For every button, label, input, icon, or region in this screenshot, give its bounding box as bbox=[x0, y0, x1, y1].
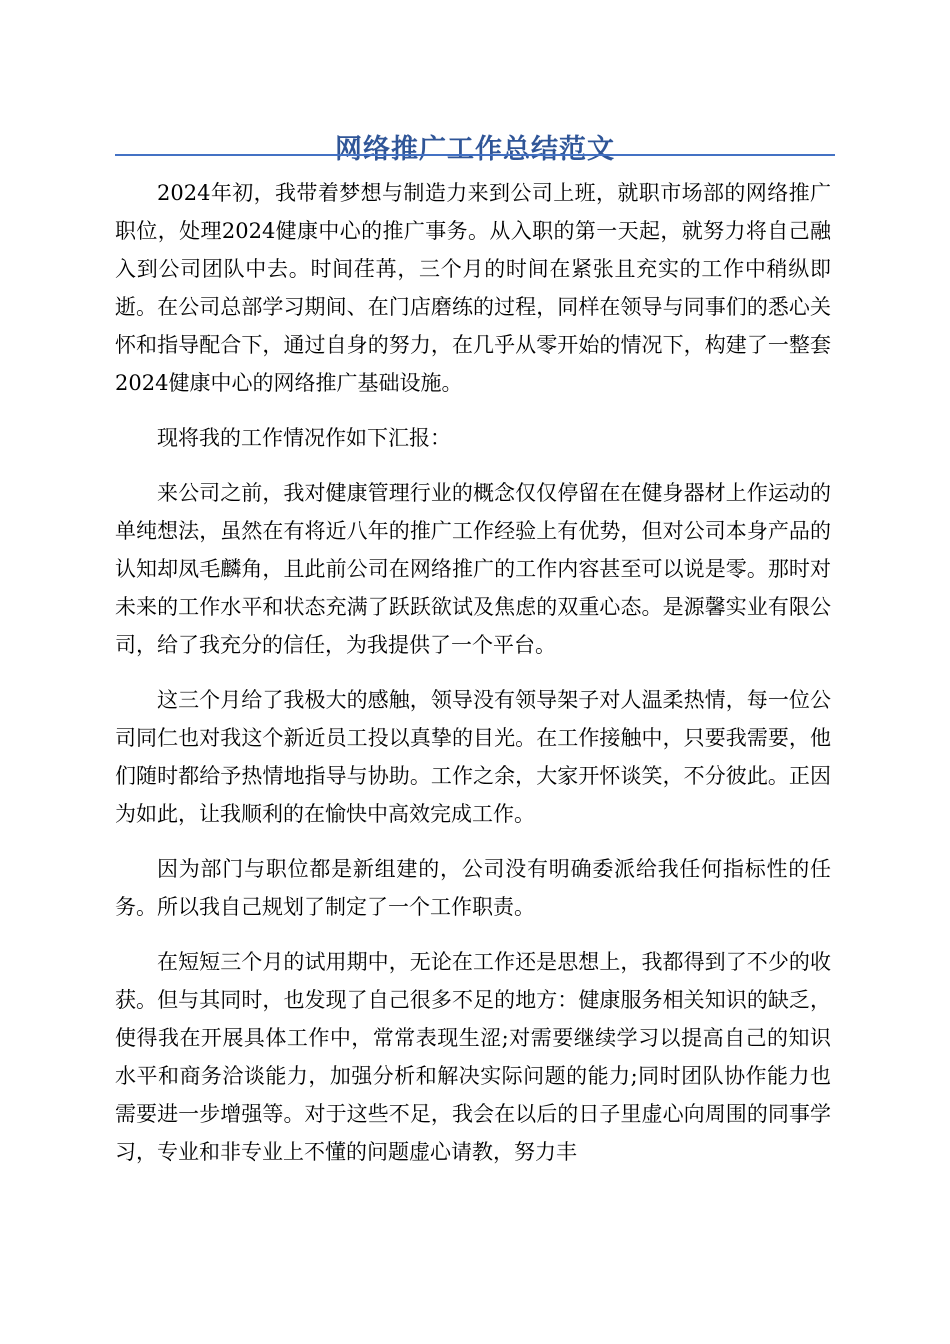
document-body bbox=[115, 174, 831, 1188]
paragraph-before-joining: 来公司之前，我对健康管理行业的概念仅仅停留在在健身器材上作运动的单纯想法，虽然在有将近八年的推广工作经验上有优势，但对公司本身产品的认知却凤毛麟角，且此前公司在网络推广的工作内容甚至可以说是零。那时对未来的工作水平和状态充满了跃跃欲试及焦虑的双重心态。是源馨实业有限公司，给了我充分的信任，为我提供了一个平台。 bbox=[115, 481, 831, 657]
paragraph-impressions: 这三个月给了我极大的感触，领导没有领导架子对人温柔热情，每一位公司同仁也对我这个新近员工投以真挚的目光。在工作接触中，只要我需要，他们随时都给予热情地指导与协助。工作之余，大家开怀谈笑，不分彼此。正因为如此，让我顺利的在愉快中高效完成工作。 bbox=[115, 688, 831, 826]
document-title: 网络推广工作总结范文 bbox=[335, 134, 615, 166]
paragraph-intro: 2024年初，我带着梦想与制造力来到公司上班，就职市场部的网络推广职位，处理2024健康中心的推广事务。从入职的第一天起，就努力将自己融入到公司团队中去。时间荏苒，三个月的时间在紧张且充实的工作中稍纵即逝。在公司总部学习期间、在门店磨练的过程，同样在领导与同事们的悉心关怀和指导配合下，通过自身的努力，在几乎从零开始的情况下，构建了一整套2024健康中心的网络推广基础设施。 bbox=[115, 181, 831, 395]
paragraph-reflection: 在短短三个月的试用期中，无论在工作还是思想上，我都得到了不少的收获。但与其同时，也发现了自己很多不足的地方：健康服务相关知识的缺乏，使得我在开展具体工作中，常常表现生涩;对需要继续学习以提高自己的知识水平和商务洽谈能力，加强分析和解决实际问题的能力;同时团队协作能力也需要进一步增强等。对于这些不足，我会在以后的日子里虚心向周围的同事学习，专业和非专业上不懂的问题虚心请教，努力丰 bbox=[115, 950, 831, 1164]
paragraph-report-lead: 现将我的工作情况作如下汇报： bbox=[157, 426, 451, 450]
title-underline bbox=[115, 154, 835, 156]
paragraph-responsibilities: 因为部门与职位都是新组建的，公司没有明确委派给我任何指标性的任务。所以我自己规划了制定了一个工作职责。 bbox=[115, 857, 831, 919]
